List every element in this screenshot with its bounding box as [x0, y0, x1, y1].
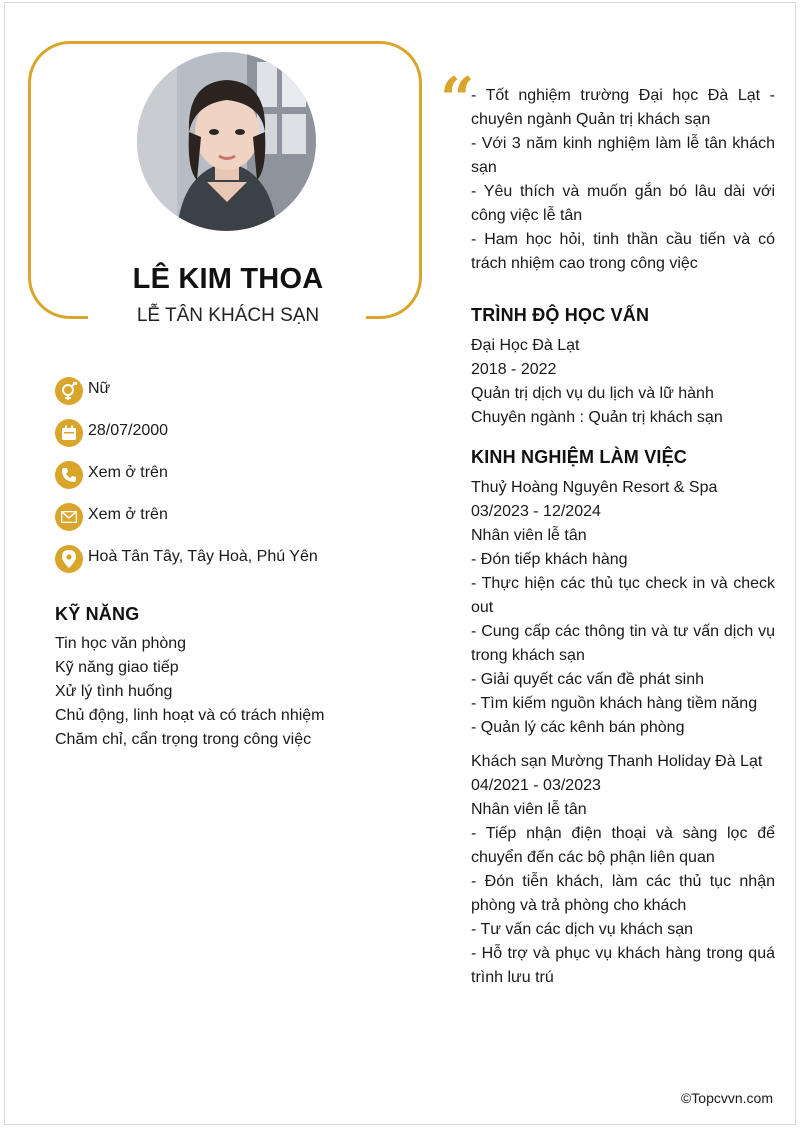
summary	[471, 84, 775, 276]
job-period: 03/2023 - 12/2024	[471, 503, 601, 520]
job-task: - Cung cấp các thông tin và tư vấn dịch vụ trong khách sạn	[471, 623, 775, 664]
skill-item: Xử lý tình huống	[55, 683, 173, 700]
job-task: - Đón tiếp khách hàng	[471, 551, 628, 568]
gender-text: Nữ	[88, 380, 111, 397]
skills-heading: KỸ NĂNG	[55, 604, 140, 624]
skills-list	[55, 632, 325, 752]
job-task: - Tư vấn các dịch vụ khách sạn	[471, 921, 694, 938]
phone-icon	[55, 461, 83, 489]
job-2	[471, 750, 775, 990]
location-icon	[55, 545, 83, 573]
skill-item: Kỹ năng giao tiếp	[55, 659, 179, 676]
candidate-position: LỄ TÂN KHÁCH SẠN	[136, 305, 320, 326]
education-major: Chuyên ngành : Quản trị khách sạn	[471, 409, 723, 426]
job-task: - Hỗ trợ và phục vụ khách hàng trong quá trình lưu trú	[471, 945, 775, 986]
skill-item: Tin học văn phòng	[55, 635, 187, 652]
job-role: Nhân viên lễ tân	[471, 527, 587, 544]
address-text: Hoà Tân Tây, Tây Hoà, Phú Yên	[88, 548, 318, 565]
skill-item: Chăm chỉ, cẩn trọng trong công việc	[55, 731, 312, 748]
education-program: Quản trị dịch vụ du lịch và lữ hành	[471, 385, 714, 402]
footer-copyright[interactable]: ©Topcvvn.com	[680, 1090, 773, 1106]
job-task: - Đón tiễn khách, làm các thủ tục nhận phòng và trả phòng cho khách	[471, 873, 775, 914]
summary-item: - Với 3 năm kinh nghiệm làm lễ tân khách sạn	[471, 135, 775, 176]
phone-text: Xem ở trên	[88, 464, 168, 481]
job-company: Khách sạn Mường Thanh Holiday Đà Lạt	[471, 753, 763, 770]
experience-heading: KINH NGHIỆM LÀM VIỆC	[471, 447, 688, 467]
avatar	[137, 52, 316, 231]
education-heading: TRÌNH ĐỘ HỌC VẤN	[471, 305, 650, 325]
job-role: Nhân viên lễ tân	[471, 801, 587, 818]
job-task: - Thực hiện các thủ tục check in và check out	[471, 575, 775, 616]
education-school: Đại Học Đà Lạt	[471, 337, 580, 354]
mail-icon	[55, 503, 83, 531]
education-details	[471, 334, 723, 430]
calendar-icon	[55, 419, 83, 447]
summary-item: - Tốt nghiệm trường Đại học Đà Lạt - chuyên ngành Quản trị khách sạn	[471, 87, 775, 128]
job-1	[471, 476, 775, 740]
candidate-name: LÊ KIM THOA	[132, 263, 324, 295]
email-text: Xem ở trên	[88, 506, 168, 523]
job-company: Thuỷ Hoàng Nguyên Resort & Spa	[471, 479, 718, 496]
gender-icon	[55, 377, 83, 405]
skill-item: Chủ động, linh hoạt và có trách nhiệm	[55, 707, 325, 724]
quote-icon: “	[440, 65, 475, 135]
job-task: - Quản lý các kênh bán phòng	[471, 719, 685, 736]
job-period: 04/2021 - 03/2023	[471, 777, 601, 794]
summary-item: - Ham học hỏi, tinh thần cầu tiến và có trách nhiệm cao trong công việc	[471, 231, 775, 272]
summary-item: - Yêu thích và muốn gắn bó lâu dài với công việc lễ tân	[471, 183, 775, 224]
job-task: - Tiếp nhận điện thoại và sàng lọc để chuyển đến các bộ phận liên quan	[471, 825, 775, 866]
birthday-text: 28/07/2000	[88, 422, 169, 439]
job-task: - Tìm kiếm nguồn khách hàng tiềm năng	[471, 695, 758, 712]
education-period: 2018 - 2022	[471, 361, 557, 378]
job-task: - Giải quyết các vấn đề phát sinh	[471, 671, 705, 688]
